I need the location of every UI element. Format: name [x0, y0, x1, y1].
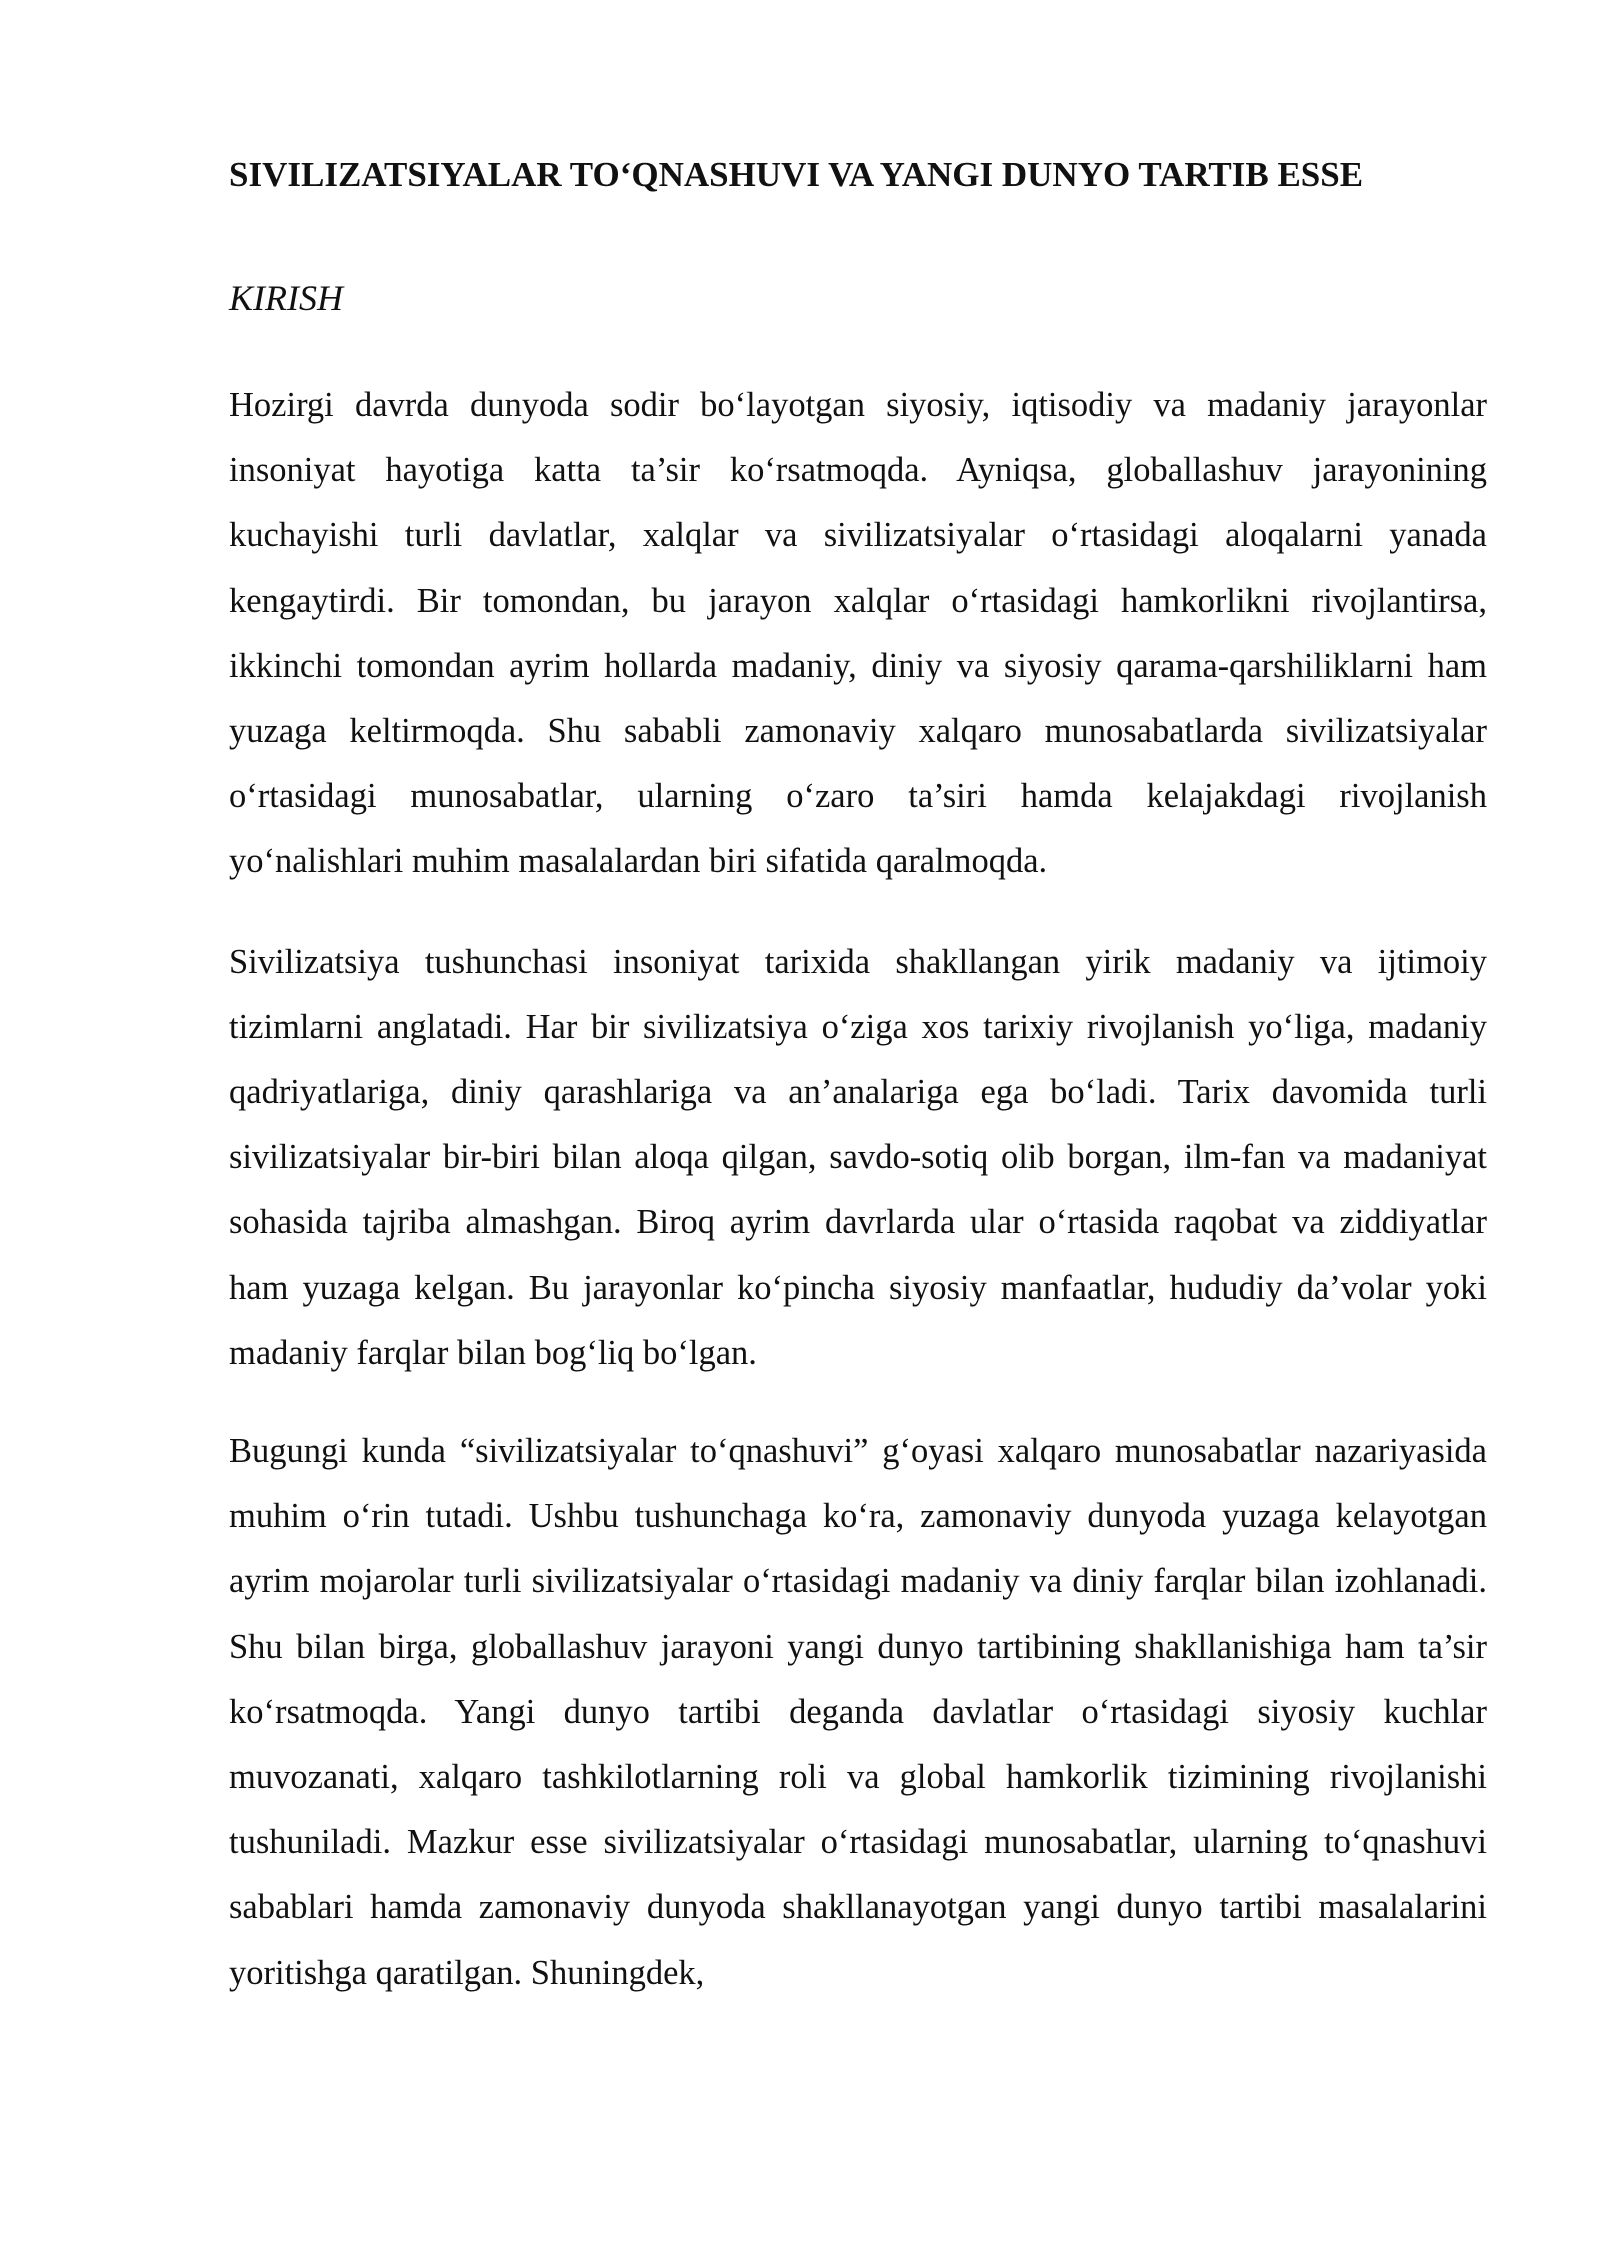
- document-title: SIVILIZATSIYALAR TO‘QNASHUVI VA YANGI DUNYO TARTIB ESSE: [229, 155, 1364, 194]
- document-body: [229, 150, 1487, 2006]
- paragraph-3: Bugungi kunda “sivilizatsiyalar to‘qnashuvi” g‘oyasi xalqaro munosabatlar nazariyasida muhim o‘rin tutadi. Ushbu tushunchaga ko‘ra, zamonaviy dunyoda yuzaga kelayotgan ayrim mojarolar turli sivilizatsiyalar o‘rtasidagi madaniy va diniy farqlar bilan izohlanadi. Shu bilan birga, globallashuv jarayoni yangi dunyo tartibining shakllanishiga ham ta’sir ko‘rsatmoqda. Yangi dunyo tartibi deganda davlatlar o‘rtasidagi siyosiy kuchlar muvozanati, xalqaro tashkilotlarning roli va global hamkorlik tizimining rivojlanishi tushuniladi. Mazkur esse sivilizatsiyalar o‘rtasidagi munosabatlar, ularning to‘qnashuvi sabablari hamda zamonaviy dunyoda shakllanayotgan yangi dunyo tartibi masalalarini yoritishga qaratilgan. Shuningdek,: [229, 1432, 1487, 1992]
- paragraph-1: Hozirgi davrda dunyoda sodir bo‘layotgan siyosiy, iqtisodiy va madaniy jarayonlar insoniyat hayotiga katta ta’sir ko‘rsatmoqda. Ayniqsa, globallashuv jarayonining kuchayishi turli davlatlar, xalqlar va sivilizatsiyalar o‘rtasidagi aloqalarni yanada kengaytirdi. Bir tomondan, bu jarayon xalqlar o‘rtasidagi hamkorlikni rivojlantirsa, ikkinchi tomondan ayrim hollarda madaniy, diniy va siyosiy qarama-qarshiliklarni ham yuzaga keltirmoqda. Shu sababli zamonaviy xalqaro munosabatlarda sivilizatsiyalar o‘rtasidagi munosabatlar, ularning o‘zaro ta’siri hamda kelajakdagi rivojlanish yo‘nalishlari muhim masalalardan biri sifatida qaralmoqda.: [229, 386, 1487, 881]
- paragraph-2: Sivilizatsiya tushunchasi insoniyat tarixida shakllangan yirik madaniy va ijtimoiy tizimlarni anglatadi. Har bir sivilizatsiya o‘ziga xos tarixiy rivojlanish yo‘liga, madaniy qadriyatlariga, diniy qarashlariga va an’analariga ega bo‘ladi. Tarix davomida turli sivilizatsiyalar bir-biri bilan aloqa qilgan, savdo-sotiq olib borgan, ilm-fan va madaniyat sohasida tajriba almashgan. Biroq ayrim davrlarda ular o‘rtasida raqobat va ziddiyatlar ham yuzaga kelgan. Bu jarayonlar ko‘pincha siyosiy manfaatlar, hududiy da’volar yoki madaniy farqlar bilan bog‘liq bo‘lgan.: [229, 942, 1487, 1372]
- section-heading-kirish: KIRISH: [229, 278, 343, 318]
